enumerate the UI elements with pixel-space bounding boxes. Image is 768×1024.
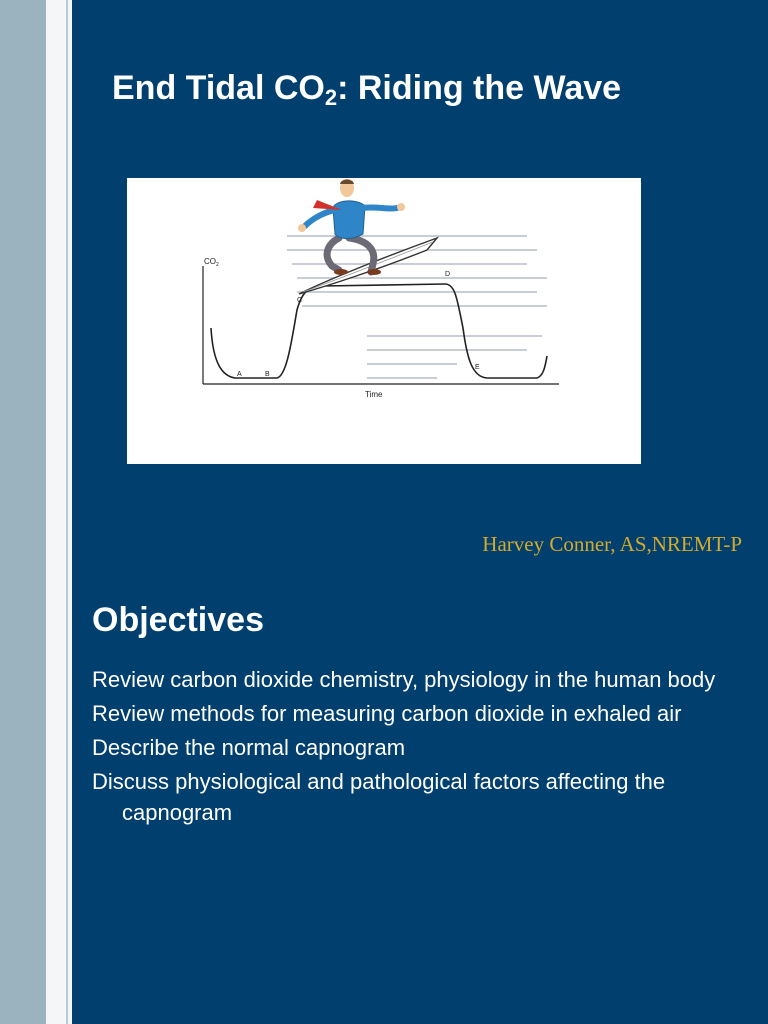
slide-title [112, 68, 621, 108]
point-label-a: A [237, 371, 242, 378]
author-credit: Harvey Conner, AS,NREMT-P [482, 532, 742, 556]
capnogram-surfer-illustration [127, 178, 641, 464]
objectives-heading: Objectives [92, 601, 264, 639]
title-rest: : Riding the Wave [337, 69, 622, 107]
point-label-c: C [297, 297, 303, 304]
y-axis-label: $CO_2$ [204, 257, 219, 268]
point-label-b: B [265, 371, 270, 378]
objectives-list [92, 664, 742, 831]
objective-item: Discuss physiological and pathological factors affecting the capnogram [92, 769, 666, 825]
x-axis-label: Time [365, 390, 383, 399]
objective-item: Review carbon dioxide chemistry, physiology in the human body [92, 667, 716, 692]
left-decor-white-band [46, 0, 72, 1024]
point-label-e: E [475, 364, 480, 371]
left-decor-band [0, 0, 46, 1024]
point-label-d: D [445, 271, 451, 278]
title-subscript: 2 [324, 85, 338, 110]
objective-item: Review methods for measuring carbon dioxide in exhaled air [92, 701, 682, 726]
title-main: End Tidal CO [112, 69, 325, 107]
objective-item: Describe the normal capnogram [92, 735, 406, 760]
capnogram-graphic [127, 178, 641, 464]
left-decor-line [66, 0, 68, 1024]
